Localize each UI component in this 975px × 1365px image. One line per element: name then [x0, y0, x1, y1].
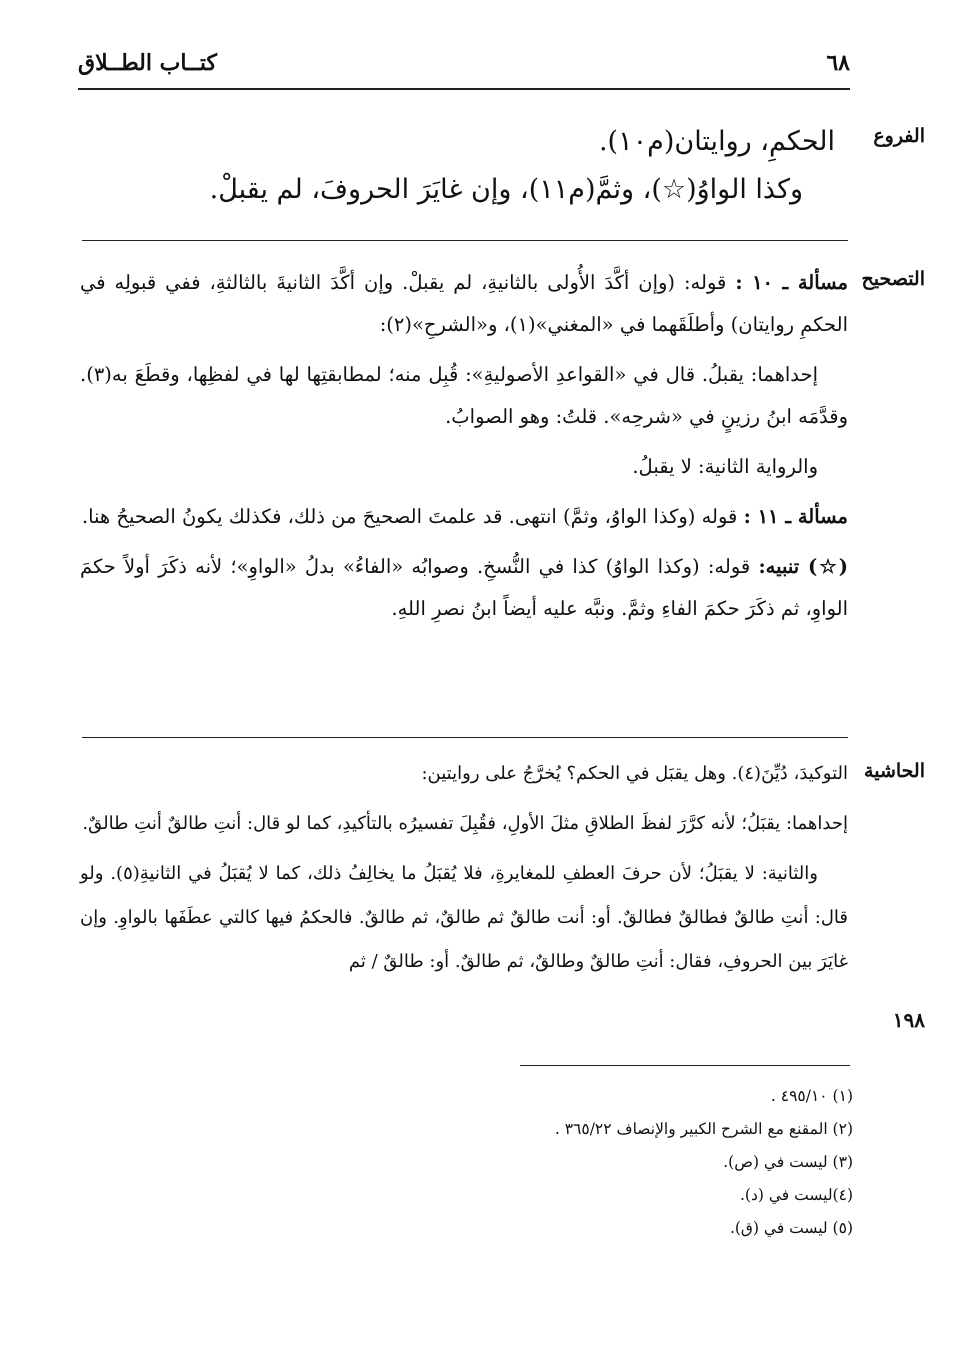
tanbih-body: قوله: (وكذا الواوُ) كذا في النُّسخِ. وصوابُه «الفاءُ» بدلُ «الواوِ»؛ لأنه ذكَرَ أولاً حكمَ الواوِ، ثم ذكَرَ حكمَ الفاءِ وثمَّ. ونبَّه عليه أيضاً ابنُ نصرِ اللهِ. [80, 555, 848, 620]
masala-11-title: مسألة ـ ١١ : [743, 505, 848, 528]
footnote-1: (١) ٤٩٥/١٠ . [770, 1087, 853, 1105]
footnote-4: (٤)ليست في (د). [740, 1186, 853, 1204]
section-rule-1 [82, 240, 848, 241]
section-label-tashih: التصحيح [861, 268, 925, 290]
side-page-number: ١٩٨ [892, 1008, 925, 1032]
running-title: كتــاب الطــلاق [78, 50, 218, 76]
tanbih [80, 546, 848, 630]
tashih-paragraph-3: والرواية الثانية: لا يقبلُ. [632, 455, 818, 478]
section-rule-2 [82, 737, 848, 738]
section-label-furu: الفروع [873, 125, 925, 147]
page-number: ٦٨ [826, 50, 850, 76]
furu-line-2: وكذا الواوُ(☆)، وثمَّ(م١١)، وإن غايَرَ الحروفَ، لم يقبلْ. [209, 174, 803, 205]
masala-10-body: قوله: (وإن أكَّدَ الأُولى بالثانيةِ، لم يقبلْ. وإن أكَّدَ الثانيةَ بالثالثةِ، ففي قبولِه في الحكمِ روايتان) وأطلَقَهما في «المغني»(١)، و«الشرحِ»(٢): [80, 271, 848, 336]
hashiya-paragraph-1: التوكيدَ، دُيِّنَ(٤). وهل يقبَل في الحكم؟ يُخرَّجُ على روايتين: [421, 763, 848, 784]
hashiya-paragraph-3: والثانية: لا يقبَلُ؛ لأن حرفَ العطفِ للمغايرةِ، فلا يُقبَلُ ما يخالِفُ ذلك، كما لا يُقبَلُ في الثانيةِ(٥). ولو قال: أنتِ طالقٌ فطالقٌ فطالقٌ. أو: أنت طالقٌ ثم طالقٌ، ثم طالقٌ. فالحكمُ فيها كالتي عطَفَها بالواوِ. وإن غايَرَ بين الحروفِ، فقال: أنتِ طالقٌ وطالقٌ، ثم طالقٌ. أو: طالقٌ / ثم [80, 863, 849, 972]
footnote-5: (٥) ليست في (ق). [729, 1219, 853, 1237]
furu-line-1: الحكمِ، روايتان(م١٠). [598, 126, 835, 157]
furu-text [145, 118, 835, 214]
hashiya-paragraph-2: إحداهما: يقبَلُ؛ لأنه كرَّرَ لفظَ الطلاقِ مثلَ الأولِ، فقُبِلَ تفسيرُه بالتأكيدِ، كما لو قال: أنتِ طالقٌ أنتِ طالقٌ. [82, 813, 848, 834]
header-rule [78, 88, 850, 90]
section-label-hashiya: الحاشية [864, 760, 925, 782]
masala-11 [80, 496, 848, 538]
footnote-rule [520, 1065, 850, 1066]
masala-10 [80, 262, 848, 346]
hashiya-text [80, 752, 848, 990]
page-header [78, 50, 850, 86]
masala-10-title: مسألة ـ ١٠ : [735, 271, 848, 294]
tashih-text [80, 262, 848, 638]
tanbih-title: (☆) تنبيه: [758, 555, 848, 578]
footnote-2: (٢) المقنع مع الشرح الكبير والإنصاف ٣٦٥/٢٢ . [554, 1120, 853, 1138]
footnotes [373, 1080, 853, 1245]
masala-11-body: قوله (وكذا الواوُ، وثمَّ) انتهى. قد علمتَ الصحيحَ من ذلك، فكذلك يكونُ الصحيحُ هنا. [81, 505, 738, 528]
footnote-3: (٣) ليست في (ص). [723, 1153, 853, 1171]
tashih-paragraph-2: إحداهما: يقبلُ. قال في «القواعدِ الأصوليةِ»: قُبِل منه؛ لمطابقتِها لها في لفظِها، وقطَعَ به(٣). وقدَّمَه ابنُ رزينٍ في «شرحِه». قلتُ: وهو الصوابُ. [80, 363, 848, 428]
